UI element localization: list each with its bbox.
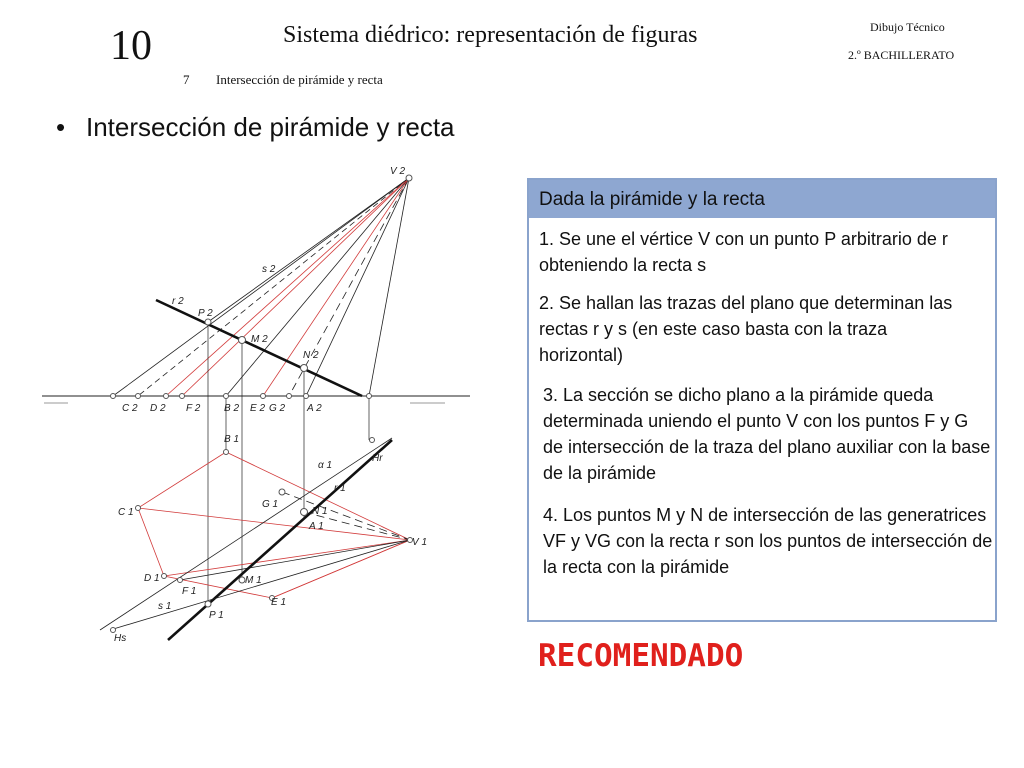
label-Hs: Hs — [114, 633, 127, 644]
label-A1: A 1 — [309, 521, 324, 532]
label-G2: G 2 — [269, 403, 286, 414]
label-D1: D 1 — [144, 573, 160, 584]
label-N1: N 1 — [312, 506, 328, 517]
label-V1: V 1 — [412, 537, 428, 548]
elevation-red-edges — [166, 178, 409, 396]
label-D2: D 2 — [150, 403, 166, 414]
label-G1: G 1 — [262, 499, 279, 510]
label-r1: r 1 — [334, 483, 346, 494]
label-Hr: Hr — [372, 453, 383, 464]
label-V2: V 2 — [390, 166, 406, 177]
label-P1: P 1 — [209, 610, 224, 621]
plan-base — [138, 452, 410, 598]
trace-alpha1 — [100, 438, 392, 630]
label-N2: N 2 — [303, 350, 319, 361]
panel-heading: Dada la pirámide y la recta — [529, 180, 995, 218]
label-s1: s 1 — [158, 601, 172, 612]
label-M2: M 2 — [251, 334, 268, 345]
bullet-icon: • — [56, 112, 66, 142]
reference-lines — [208, 322, 369, 604]
recommended-label: RECOMENDADO — [538, 638, 744, 674]
step-2: 2. Se hallan las trazas del plano que determinan las rectas r y s (en este caso basta con la traza horizontal) — [539, 293, 953, 365]
label-M1: M 1 — [245, 575, 262, 586]
section-number: 7 — [183, 72, 190, 87]
label-P2: P 2 — [198, 308, 213, 319]
subject-label: Dibujo Técnico — [870, 20, 945, 34]
steps-panel — [527, 178, 997, 622]
course-label: 2.º BACHILLERATO — [848, 48, 955, 62]
label-alpha1: α 1 — [318, 460, 333, 471]
label-B2: B 2 — [224, 403, 240, 414]
section-title: Intersección de pirámide y recta — [216, 72, 383, 87]
chapter-number: 10 — [110, 23, 152, 69]
label-B1: B 1 — [224, 434, 240, 445]
step-1: 1. Se une el vértice V con un punto P arbitrario de r obteniendo la recta s — [539, 229, 948, 275]
line-r1 — [168, 440, 392, 640]
label-C1: C 1 — [118, 507, 134, 518]
label-E1: E 1 — [271, 597, 287, 608]
page-title: Sistema diédrico: representación de figuras — [283, 22, 698, 48]
elevation-edges — [113, 178, 409, 396]
label-F1: F 1 — [182, 586, 197, 597]
label-E2: E 2 — [250, 403, 266, 414]
label-s2: s 2 — [262, 264, 276, 275]
line-r2 — [156, 300, 362, 396]
label-r2: r 2 — [172, 296, 184, 307]
step-3: 3. La sección se dicho plano a la pirámide queda determinada uniendo el punto V con los puntos F y G de intersección de la traza del plano auxiliar con la base de la pirámide — [543, 385, 991, 483]
ground-line — [42, 396, 470, 403]
label-C2: C 2 — [122, 403, 138, 414]
line-s2 — [208, 178, 409, 322]
step-4: 4. Los puntos M y N de intersección de las generatrices VF y VG con la recta r son los puntos de intersección de la recta con la pirámide — [543, 505, 993, 577]
label-A2: A 2 — [307, 403, 322, 414]
label-F2: F 2 — [186, 403, 201, 414]
bullet-text: Intersección de pirámide y recta — [86, 112, 455, 142]
